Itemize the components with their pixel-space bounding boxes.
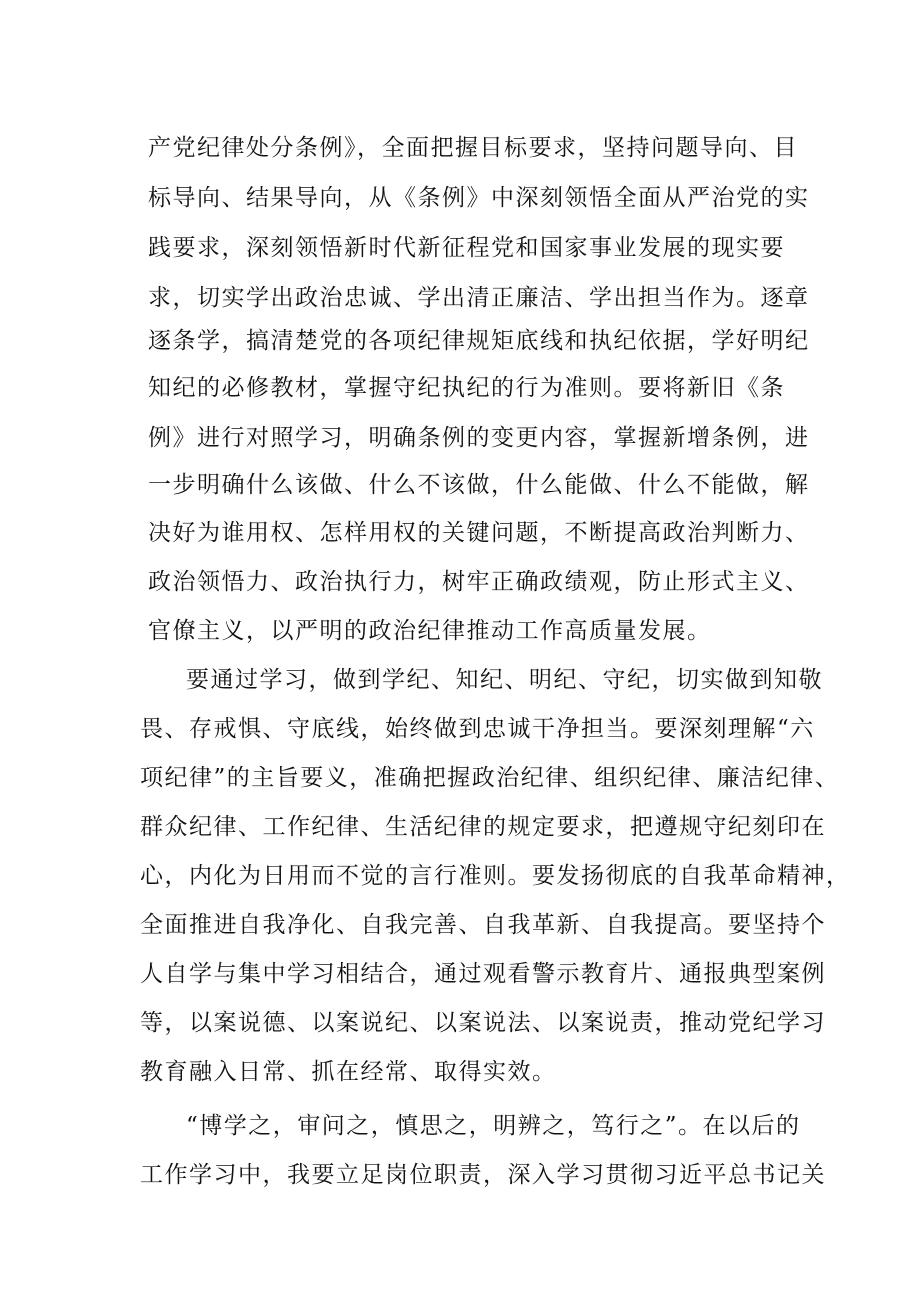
text-line: 教育融入日常、抓在经常、取得实效。	[140, 1059, 557, 1085]
text-line: 知纪的必修教材，掌握守纪执纪的行为准则。要将新旧《条	[148, 375, 785, 401]
text-line: 全面推进自我净化、自我完善、自我革新、自我提高。要坚持个	[140, 912, 826, 938]
text-line: 例》进行对照学习，明确条例的变更内容，掌握新增条例，进	[148, 425, 810, 451]
text-line: “博学之，审问之，慎思之，明辨之，笃行之”。在以后的	[186, 1113, 801, 1139]
text-line: 决好为谁用权、怎样用权的关键问题，不断提高政治判断力、	[148, 520, 810, 546]
text-line: 畏、存戒惧、守底线，始终做到忠诚干净担当。要深刻理解“六	[140, 716, 815, 742]
text-line: 要通过学习，做到学纪、知纪、明纪、守纪，切实做到知敬	[186, 667, 823, 693]
text-line: 产党纪律处分条例》，全面把握目标要求，坚持问题导向、目	[148, 135, 798, 161]
text-line: 逐条学，搞清楚党的各项纪律规矩底线和执纪依据，学好明纪	[148, 328, 810, 354]
text-line: 官僚主义，以严明的政治纪律推动工作高质量发展。	[148, 618, 712, 644]
text-line: 政治领悟力、政治执行力，树牢正确政绩观，防止形式主义、	[148, 569, 810, 595]
text-line: 工作学习中，我要立足岗位职责，深入学习贯彻习近平总书记关	[140, 1162, 826, 1188]
text-line: 标导向、结果导向，从《条例》中深刻领悟全面从严治党的实	[148, 185, 810, 211]
text-line: 项纪律”的主旨要义，准确把握政治纪律、组织纪律、廉洁纪律、	[140, 765, 840, 791]
text-line: 等，以案说德、以案说纪、以案说法、以案说责，推动党纪学习	[140, 1010, 826, 1036]
text-line: 人自学与集中学习相结合，通过观看警示教育片、通报典型案例	[140, 961, 826, 987]
text-line: 一步明确什么该做、什么不该做，什么能做、什么不能做，解	[148, 472, 810, 498]
text-line: 践要求，深刻领悟新时代新征程党和国家事业发展的现实要	[148, 235, 785, 261]
text-line: 求，切实学出政治忠诚、学出清正廉洁、学出担当作为。逐章	[148, 285, 810, 311]
text-line: 群众纪律、工作纪律、生活纪律的规定要求，把遵规守纪刻印在	[140, 814, 826, 840]
text-line: 心，内化为日用而不觉的言行准则。要发扬彻底的自我革命精神，	[140, 863, 851, 889]
